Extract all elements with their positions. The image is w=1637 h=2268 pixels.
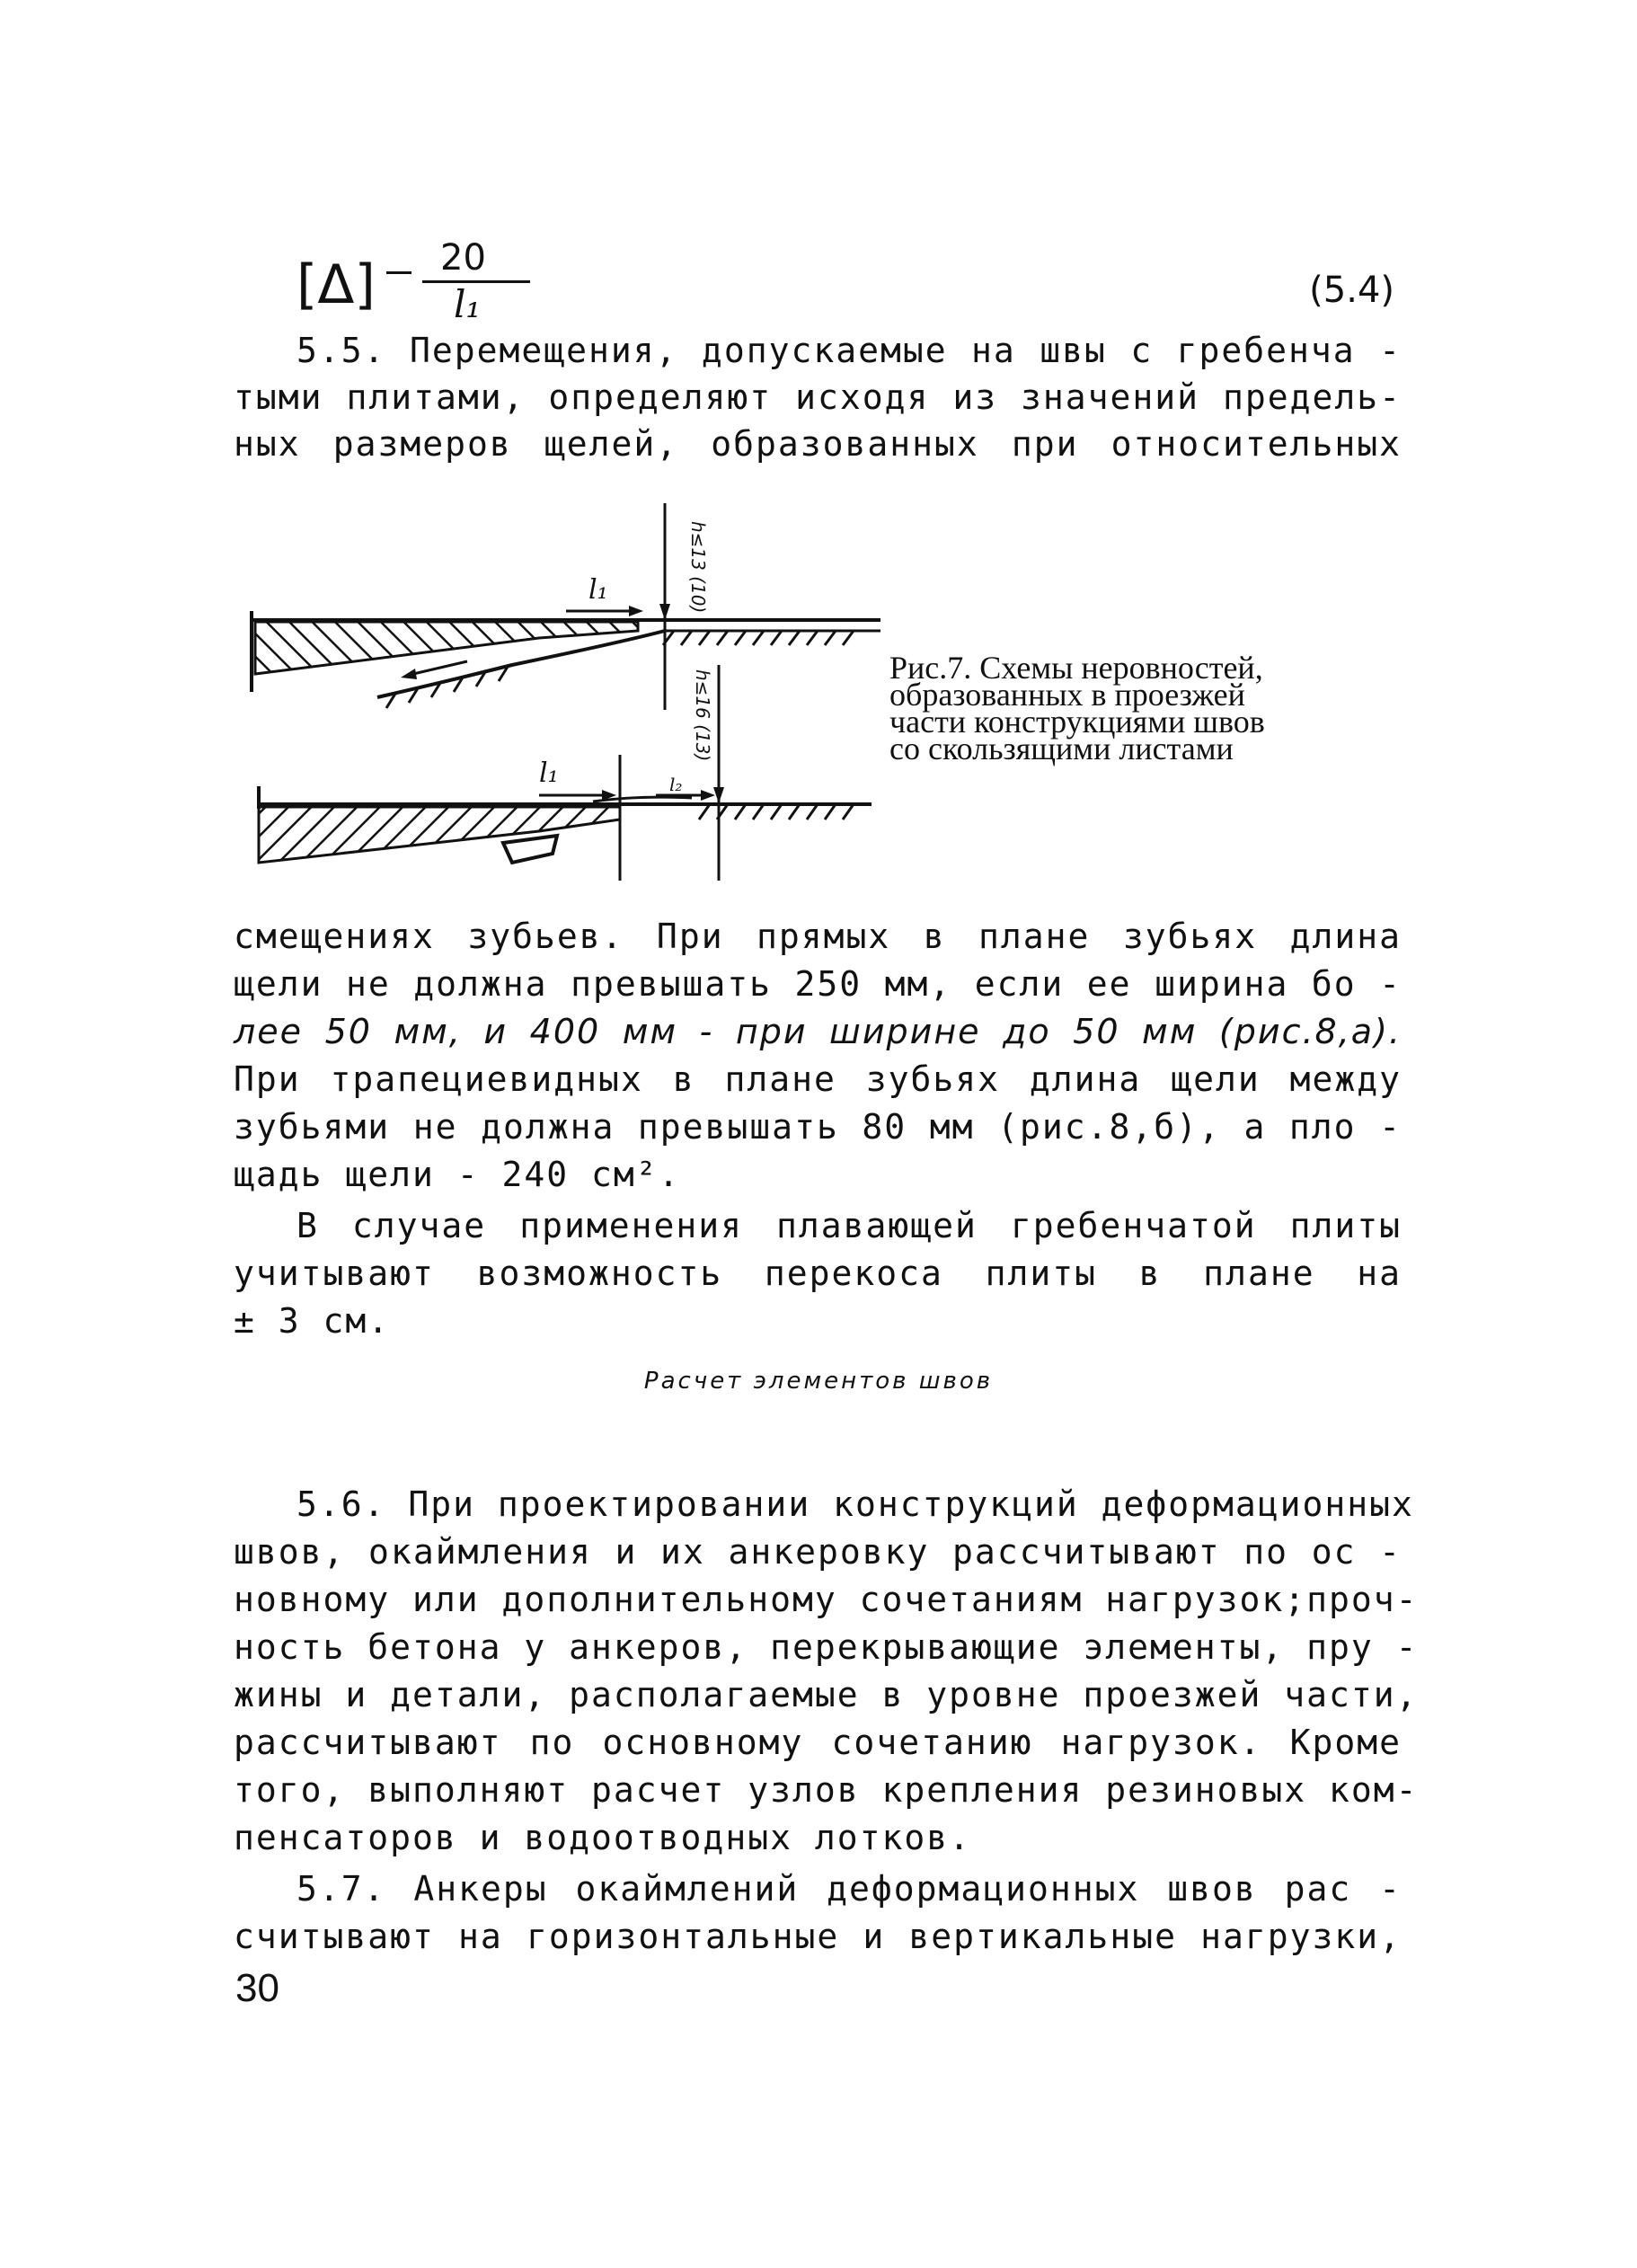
formula-equals-sign	[386, 271, 411, 274]
para-5-5-line-2: тыми плитами, определяют исходя из значений предель-	[234, 377, 1402, 417]
para-5-6-line-2: швов, окаймления и их анкеровку рассчитывают по ос -	[234, 1532, 1402, 1572]
upper-h-label: h≤13 (10)	[687, 521, 709, 614]
lower-l1-label: l₁	[539, 757, 559, 789]
lower-l2-label: l₂	[669, 774, 683, 795]
caption-line: части конструкциями швов	[889, 704, 1265, 740]
para-float-line-1: В случае применения плавающей гребенчатой плиты	[296, 1206, 1402, 1245]
para-cont-line-1: смещениях зубьев. При прямых в плане зубьях длина	[234, 917, 1402, 956]
para-5-6-line-5: жины и детали, располагаемые в уровне проезжей части,	[234, 1675, 1419, 1714]
para-float-line-2: учитывают возможность перекоса плиты в плане на	[234, 1254, 1402, 1293]
caption-line: со скользящими листами	[889, 731, 1234, 766]
caption-line: Рис.7. Схемы неровностей,	[889, 650, 1263, 686]
para-cont-line-5: зубьями не должна превышать 80 мм (рис.8,б), а пло -	[234, 1107, 1402, 1147]
lower-h-label: h≤16 (13)	[692, 669, 713, 762]
para-5-7-line-1: 5.7. Анкеры окаймлений деформационных швов рас -	[296, 1869, 1402, 1909]
para-5-6-line-4: ность бетона у анкеров, перекрывающие элементы, пру -	[234, 1627, 1419, 1667]
para-cont-line-2: щели не должна превышать 250 мм, если ее ширина бо -	[234, 964, 1402, 1004]
figure-7-caption	[889, 650, 1429, 766]
page-number: 30	[235, 1966, 279, 2010]
para-5-6-line-3: новному или дополнительному сочетаниям нагрузок;проч-	[234, 1580, 1419, 1619]
para-5-6-line-1: 5.6. При проектировании конструкций деформационных	[296, 1484, 1414, 1524]
para-5-7-line-2: считывают на горизонтальные и вертикальные нагрузки,	[234, 1917, 1402, 1956]
para-5-6-line-6: рассчитывают по основному сочетанию нагрузок. Кроме	[234, 1723, 1402, 1762]
para-5-5-line-3: ных размеров щелей, образованных при относительных	[234, 424, 1402, 464]
figure-7-diagram	[243, 485, 907, 890]
para-5-5-line-1: 5.5. Перемещения, допускаемые на швы с гребенча -	[296, 331, 1402, 370]
para-cont-line-3: лее 50 мм, и 400 мм - при ширине до 50 мм (рис.8,а).	[234, 1012, 1402, 1051]
upper-l1-label: l₁	[588, 574, 608, 606]
para-cont-line-6: щадь щели - 240 см².	[234, 1155, 681, 1194]
formula-denominator: l₁	[454, 282, 482, 326]
upper-scheme	[252, 503, 880, 710]
formula-left-symbol: [Δ]	[296, 253, 376, 316]
para-float-line-3: ± 3 см.	[234, 1301, 391, 1341]
formula-numerator: 20	[440, 237, 486, 279]
section-heading: Расчет элементов швов	[643, 1368, 994, 1395]
caption-line: образованных в проезжей	[889, 677, 1245, 713]
para-cont-line-4: При трапециевидных в плане зубьях длина щели между	[234, 1059, 1402, 1099]
lower-scheme	[259, 665, 872, 881]
formula-number: (5.4)	[1309, 270, 1394, 311]
para-5-6-line-8: пенсаторов и водоотводных лотков.	[234, 1818, 971, 1857]
formula-5-4	[296, 235, 548, 343]
para-5-6-line-7: того, выполняют расчет узлов крепления резиновых ком-	[234, 1770, 1419, 1810]
